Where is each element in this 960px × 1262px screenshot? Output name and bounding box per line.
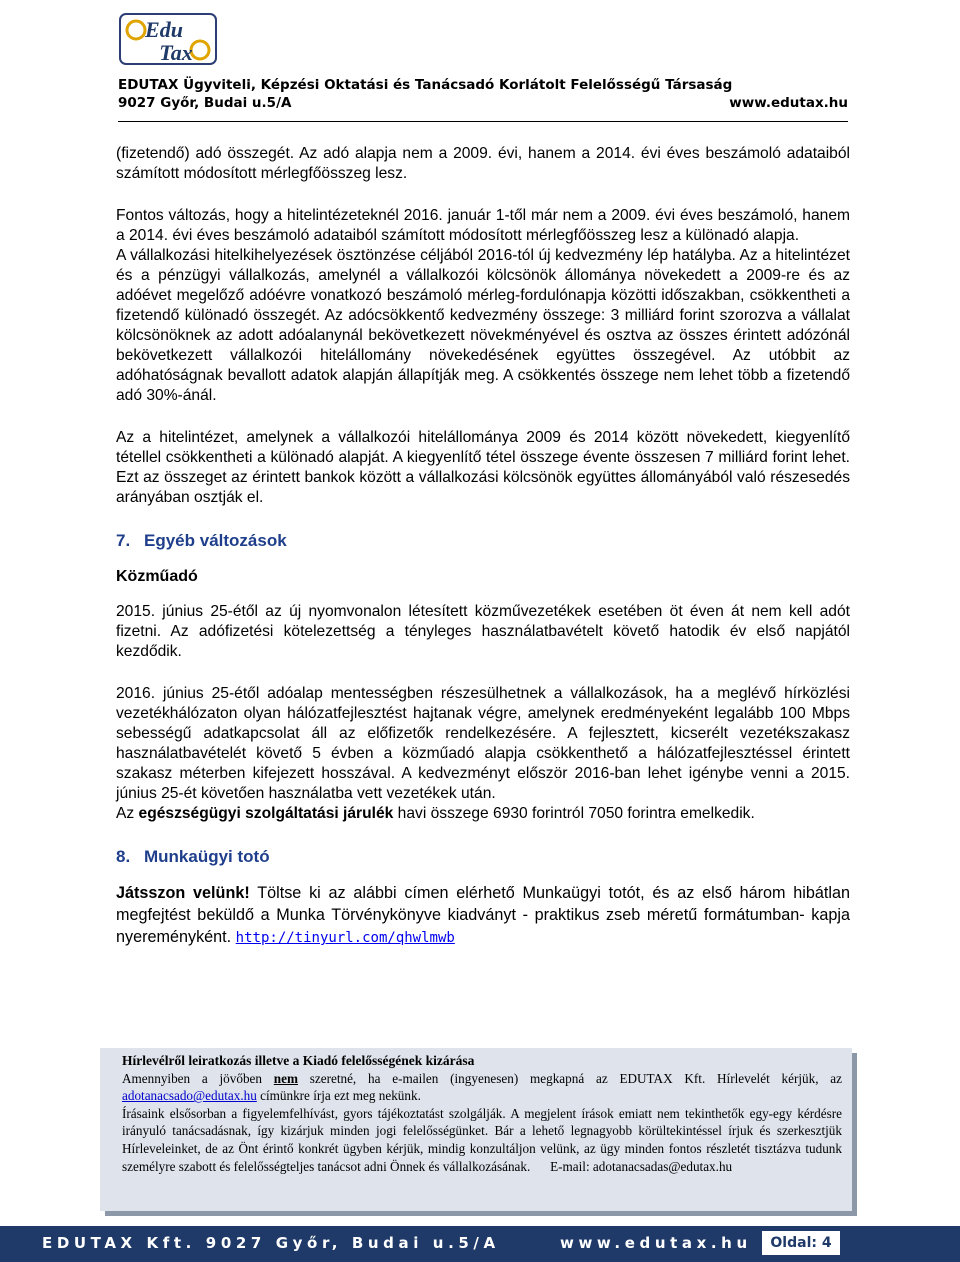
company-website: www.edutax.hu <box>729 95 848 111</box>
edutax-logo <box>118 10 218 68</box>
logo-text-edu: Edu <box>145 17 183 42</box>
totó-link[interactable]: http://tinyurl.com/qhwlmwb <box>235 930 455 946</box>
footer-website: www.edutax.hu <box>560 1234 752 1252</box>
document-body <box>116 144 850 949</box>
disclaimer-title: Hírlevélről leiratkozás illetve a Kiadó felelősségének kizárása <box>122 1053 475 1068</box>
disclaimer-box <box>100 1048 852 1211</box>
section-8-heading: 8. Munkaügyi totó <box>116 847 270 866</box>
logo-text-tax: Tax <box>159 40 193 65</box>
paragraph-3: Az a hitelintézet, amelynek a vállalkozói hitelállománya 2009 és 2014 között növekedett, kiegyenlítő tétellel csökkentheti a különadó alapját. A kiegyenlítő tétel összege évente összesen 7 milliárd forint lehet. Ezt az összeget az érintett bankok között a vállalkozási kölcsönök együttes állományából való részesedés arányában osztják el. <box>116 429 850 506</box>
paragraph-5: 2016. június 25-étől adóalap mentességben részesülhetnek a vállalkozások, ha a meglévő hírközlési vezetékhálózaton olyan hálózatfejlesztést hajtanak végre, amelynek eredményeként legalább 100 Mbps sebességű adatkapcsolat áll az előfizetők rendelkezésére. A fejlesztett, kicserélt vezetékszakasz használatbavételét követő 5 évben a közműadó alapja csökkenthető a hálózatfejlesztéssel érintett szakasz méterben kifejezett hosszával. A kedvezményt először 2016-ban lehet igénybe venni a 2015. június 25-ét követően használatba vett vezetékek után. <box>116 685 850 802</box>
paragraph-7: Játsszon velünk! Töltse ki az alábbi címen elérhető Munkaügyi totót, és az első három hibátlan megfejtést beküldő a Munka Törvénykönyve kiadványt - praktikus zseb méretű formátumban- kapja nyereményként. http://tinyurl.com/qhwlmwb <box>116 884 850 946</box>
paragraph-6: Az egészségügyi szolgáltatási járulék havi összege 6930 forintról 7050 forintra emelkedik. <box>116 805 755 822</box>
subheading-kozmuado: Közműadó <box>116 568 198 585</box>
unsubscribe-text: Amennyiben a jövőben nem szeretné, ha e-mailen (ingyenesen) megkapná az EDUTAX Kft. Hírlevelét kérjük, az adotanacsado@edutax.hu címünkre írja ezt meg nekünk. <box>122 1070 842 1104</box>
page-number: Oldal: 4 <box>762 1231 840 1255</box>
paragraph-4: 2015. június 25-étől az új nyomvonalon létesített közművezetékek esetében öt éven át nem kell adót fizetni. Az adófizetési kötelezettség a tényleges használatbavételt követő hatodik év első napjától kezdődik. <box>116 603 850 660</box>
section-7-heading: 7. Egyéb változások <box>116 531 287 550</box>
footer-company: EDUTAX Kft. 9027 Győr, Budai u.5/A <box>42 1234 500 1252</box>
liability-text: Írásaink elsősorban a figyelemfelhívást, gyors tájékoztatást szolgálják. A megjelent írások emiatt nem tekinthetők egy-egy kérdésre irányuló tanácsadásnak, így kizárjuk minden jogi felelősségünket. Bár a lehető legnagyobb körültekintéssel írjuk és szerkesztjük Hírleveleinket, de az Önt érintő konkrét ügyben kérjük, mindig konzultáljon velünk, az ügy minden fontos részletét tisztázva tudunk személyre szabott és felelősségteljes tanácsot adni Önnek és vállalkozásának. E-mail: adotanacsadas@edutax.hu <box>122 1105 842 1174</box>
header-divider <box>118 121 848 122</box>
unsubscribe-email-link[interactable]: adotanacsado@edutax.hu <box>122 1088 257 1104</box>
paragraph-2b: A vállalkozási hitelkihelyezések ösztönzése céljából 2016-tól új kedvezmény lép hatályba. Az a hitelintézet és a pénzügyi vállalkozás, amelynél a vállalkozói kölcsönök állománya növekedett a 2009-re és az adóévet megelőző adóévre vonatkozó beszámoló mérleg-fordulónapja közötti időszakban, csökkentheti a fizetendő különadó összegét. Az adócsökkentő kedvezmény összege: 3 milliárd forint szorozva a vállalat kölcsönöknek az adott adóalanynál bekövetkezett növekményével és osztva az összes érintett adózónál bekövetkezett vállalkozói hitelállomány növekedésének együttes összegével. Az utóbbit az adóhatóságnak bevallott adatok alapján állapítják meg. A csökkentés összege nem lehet több a fizetendő adó 30%-ánál. <box>116 247 850 404</box>
paragraph-2a: Fontos változás, hogy a hitelintézeteknél 2016. január 1-től már nem a 2009. évi éves beszámoló, hanem a 2014. évi éves beszámoló adataiból számított módosított mérlegfőösszeg lesz a különadó alapja. <box>116 207 850 244</box>
company-address: 9027 Győr, Budai u.5/A <box>118 95 292 111</box>
company-header <box>118 76 848 112</box>
contact-email: E-mail: adotanacsadas@edutax.hu <box>550 1158 733 1174</box>
company-name: EDUTAX Ügyviteli, Képzési Oktatási és Tanácsadó Korlátolt Felelősségű Társaság <box>118 77 733 93</box>
paragraph-1: (fizetendő) adó összegét. Az adó alapja nem a 2009. évi, hanem a 2014. évi éves beszámoló adataiból számított módosított mérlegfőösszeg lesz. <box>116 145 850 182</box>
page-footer <box>0 1226 960 1262</box>
